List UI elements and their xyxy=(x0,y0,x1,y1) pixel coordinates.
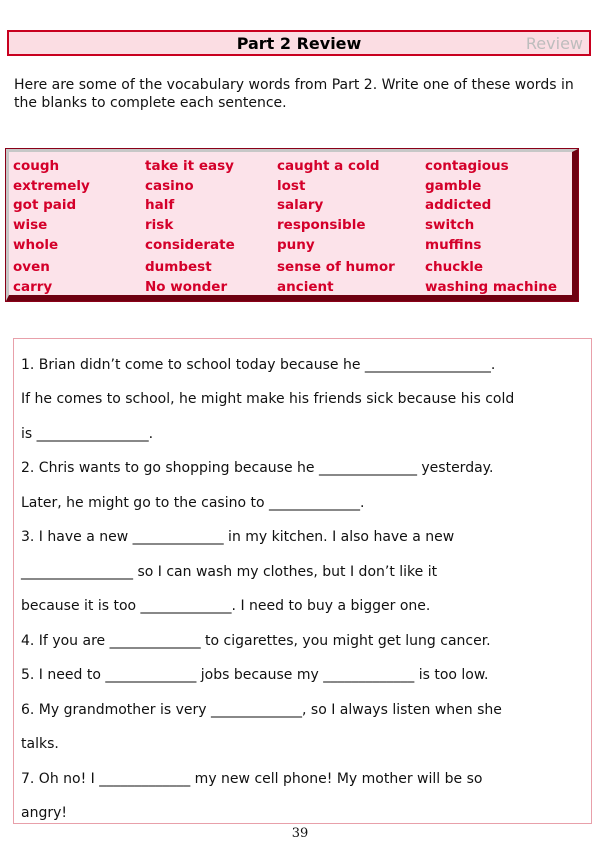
exercise-box xyxy=(13,338,592,824)
vocab-word: puny xyxy=(277,237,315,253)
sentence-line: If he comes to school, he might make his friends sick because his cold xyxy=(21,391,515,407)
sentence-line: 2. Chris wants to go shopping because he ______________ yesterday. xyxy=(21,460,494,476)
instructions: Here are some of the vocabulary words from Part 2. Write one of these words in the blanks to complete each sentence. xyxy=(14,77,574,111)
vocab-word: cough xyxy=(13,158,60,174)
sentence-line: talks. xyxy=(21,736,59,752)
section-tag: Review xyxy=(525,34,583,53)
vocab-row xyxy=(9,279,572,297)
sentence-line: ________________ so I can wash my clothes, but I don’t like it xyxy=(21,564,438,580)
vocab-word: dumbest xyxy=(145,259,212,275)
sentence-line: 3. I have a new _____________ in my kitchen. I also have a new xyxy=(21,529,455,545)
vocab-row xyxy=(9,178,572,196)
vocab-word: salary xyxy=(277,197,324,213)
vocab-word: casino xyxy=(145,178,194,194)
vocab-word: lost xyxy=(277,178,306,194)
vocab-row xyxy=(9,259,572,277)
vocab-word: addicted xyxy=(425,197,492,213)
vocab-word: got paid xyxy=(13,197,77,213)
vocab-word: gamble xyxy=(425,178,482,194)
vocab-word: chuckle xyxy=(425,259,483,275)
sentence-line: 1. Brian didn’t come to school today because he __________________. xyxy=(21,357,496,373)
vocab-word: muffins xyxy=(425,237,482,253)
vocab-word: No wonder xyxy=(145,279,228,295)
vocab-row xyxy=(9,217,572,235)
vocab-word: wise xyxy=(13,217,48,233)
sentence-line: angry! xyxy=(21,805,67,821)
vocab-word: extremely xyxy=(13,178,90,194)
sentence-line: because it is too _____________. I need to buy a bigger one. xyxy=(21,598,431,614)
vocab-word: sense of humor xyxy=(277,259,395,275)
vocab-word: washing machine xyxy=(425,279,558,295)
vocab-word: contagious xyxy=(425,158,509,174)
vocab-row xyxy=(9,158,572,176)
section-title-bar xyxy=(7,30,591,56)
vocab-word: risk xyxy=(145,217,174,233)
vocab-word: responsible xyxy=(277,217,366,233)
vocab-word: considerate xyxy=(145,237,235,253)
vocab-row xyxy=(9,237,572,255)
vocab-word: oven xyxy=(13,259,50,275)
sentence-line: 4. If you are _____________ to cigarettes, you might get lung cancer. xyxy=(21,633,491,649)
sentence-line: 7. Oh no! I _____________ my new cell phone! My mother will be so xyxy=(21,771,483,787)
sentence-line: 6. My grandmother is very _____________, so I always listen when she xyxy=(21,702,502,718)
sentence-line: 5. I need to _____________ jobs because my _____________ is too low. xyxy=(21,667,489,683)
vocabulary-box xyxy=(6,149,578,301)
vocab-word: half xyxy=(145,197,175,213)
vocab-word: switch xyxy=(425,217,475,233)
vocab-word: whole xyxy=(13,237,59,253)
page-number: 39 xyxy=(291,826,309,841)
sentence-line: is ________________. xyxy=(21,426,154,442)
vocab-word: caught a cold xyxy=(277,158,380,174)
vocab-word: carry xyxy=(13,279,53,295)
sentence-line: Later, he might go to the casino to _____________. xyxy=(21,495,365,511)
vocab-word: ancient xyxy=(277,279,334,295)
page-title: Part 2 Review xyxy=(236,34,362,53)
vocab-row xyxy=(9,197,572,215)
vocab-word: take it easy xyxy=(145,158,234,174)
